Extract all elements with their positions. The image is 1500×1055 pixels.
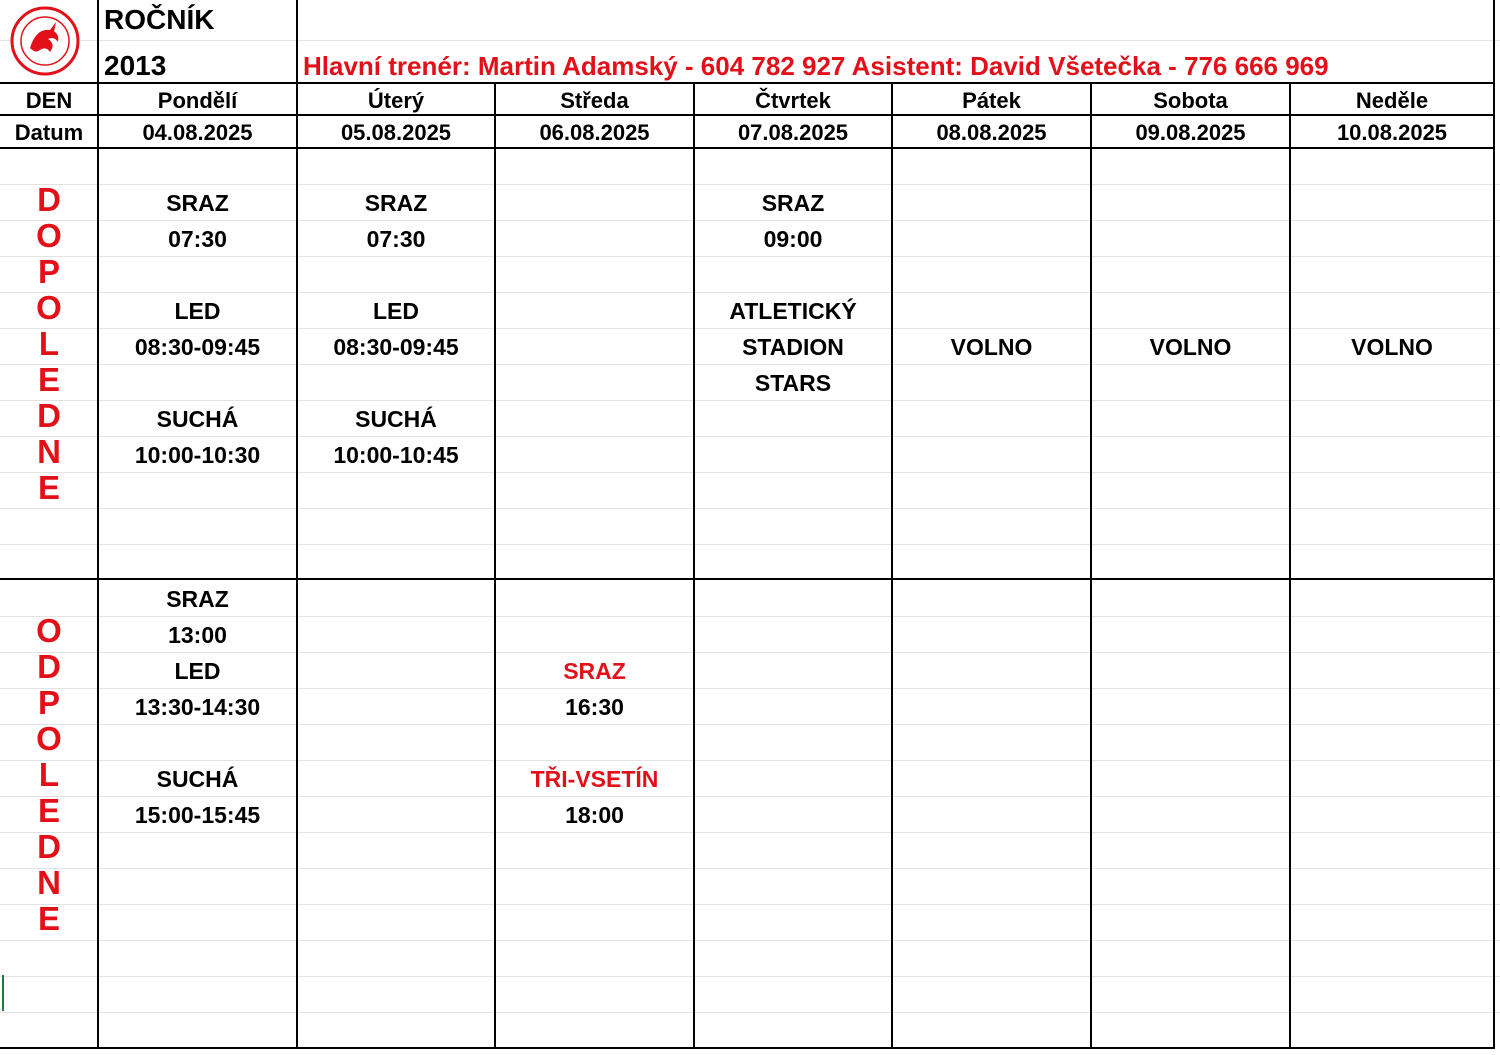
vertical-letter: D <box>37 181 61 218</box>
vertical-letter: D <box>37 828 61 865</box>
morning-sunday-cell: VOLNO <box>1351 334 1433 360</box>
entry-line: SUCHÁ <box>156 406 239 432</box>
entry-line: 10:00-10:30 <box>134 442 261 468</box>
day-date: 04.08.2025 <box>142 120 253 145</box>
gridline <box>0 40 1500 41</box>
vertical-letter: L <box>38 756 60 793</box>
vertical-letter: P <box>37 253 60 290</box>
afternoon-label <box>0 613 98 937</box>
entry-line: 07:30 <box>168 226 227 252</box>
afternoon-monday-cell <box>98 581 297 833</box>
border-col-6 <box>1090 82 1092 1049</box>
morning-saturday-cell: VOLNO <box>1149 334 1232 360</box>
cell-cursor <box>2 975 4 1011</box>
entry-line: 10:00-10:45 <box>333 442 459 468</box>
day-date: 09.08.2025 <box>1135 120 1246 145</box>
day-date: 05.08.2025 <box>340 120 452 145</box>
page-title: ROČNÍK <box>104 4 215 35</box>
vertical-letter: N <box>37 864 61 901</box>
vertical-letter: E <box>37 361 60 398</box>
vertical-letter: N <box>37 433 61 470</box>
morning-label <box>0 182 98 506</box>
entry-line: SUCHÁ <box>156 766 239 792</box>
border-bottom <box>0 1047 1494 1049</box>
border-morning-afternoon <box>0 578 1494 580</box>
vertical-letter: P <box>37 684 60 721</box>
border-title <box>296 0 298 84</box>
border-logo <box>97 0 99 84</box>
day-date: 10.08.2025 <box>1336 120 1448 145</box>
entry-line: LED <box>174 658 221 684</box>
morning-monday-cell <box>98 185 297 473</box>
entry-line: 13:00 <box>168 622 227 648</box>
border-top-table <box>0 82 1494 84</box>
entry-line: SRAZ <box>364 190 428 216</box>
entry-line <box>694 257 892 293</box>
day-name: Čtvrtek <box>755 88 831 113</box>
day-date: 08.08.2025 <box>936 120 1047 145</box>
entry-line: 18:00 <box>565 802 624 828</box>
day-date: 07.08.2025 <box>737 120 849 145</box>
day-name: Pondělí <box>157 88 238 113</box>
gridline <box>0 940 1500 941</box>
entry-line: SRAZ <box>166 190 229 216</box>
vertical-letter: O <box>36 720 62 757</box>
day-name: Úterý <box>367 88 425 113</box>
entry-line: ATLETICKÝ <box>729 298 857 324</box>
vertical-letter: E <box>37 792 60 829</box>
den-label: DEN <box>25 88 73 113</box>
gridline <box>0 904 1500 905</box>
entry-line: SRAZ <box>761 190 825 216</box>
border-col-7 <box>1289 82 1291 1049</box>
entry-line: LED <box>174 298 221 324</box>
entry-line: 13:30-14:30 <box>134 694 261 720</box>
vertical-letter: O <box>36 289 62 326</box>
entry-line: SUCHÁ <box>355 406 437 432</box>
coaches-line: Hlavní trenér: Martin Adamský - 604 782 927 Asistent: David Všetečka - 776 666 969 <box>303 51 1329 81</box>
vertical-letter: L <box>38 325 60 362</box>
entry-line <box>98 365 297 401</box>
day-name: Středa <box>560 88 629 113</box>
vertical-letter: O <box>36 217 62 254</box>
gridline <box>0 868 1500 869</box>
gridline <box>0 508 1500 509</box>
vertical-letter: E <box>37 900 60 937</box>
year-label: 2013 <box>104 50 167 81</box>
vertical-letter: E <box>37 469 60 506</box>
gridline <box>0 1012 1500 1013</box>
entry-line: SRAZ <box>166 586 229 612</box>
hockey-club-logo-icon <box>10 6 80 76</box>
afternoon-wednesday-cell <box>495 653 694 833</box>
entry-line: 08:30-09:45 <box>333 334 459 360</box>
entry-line <box>98 725 297 761</box>
entry-line <box>297 365 495 401</box>
entry-line: 15:00-15:45 <box>134 802 261 828</box>
day-date: 06.08.2025 <box>539 120 650 145</box>
morning-friday-cell: VOLNO <box>950 334 1033 360</box>
entry-line: 07:30 <box>366 226 426 252</box>
entry-line <box>98 257 297 293</box>
entry-line: 09:00 <box>763 226 823 252</box>
datum-label: Datum <box>14 120 84 145</box>
entry-line: TŘI-VSETÍN <box>530 766 659 792</box>
gridline <box>0 544 1500 545</box>
day-name: Sobota <box>1153 88 1228 113</box>
entry-line: STADION <box>742 334 844 360</box>
entry-line: STARS <box>754 370 832 396</box>
entry-line: LED <box>373 298 419 324</box>
entry-line <box>495 725 694 761</box>
border-right <box>1493 0 1495 1049</box>
day-name: Neděle <box>1355 88 1429 113</box>
morning-tuesday-cell <box>297 185 495 473</box>
entry-line <box>297 257 495 293</box>
gridline <box>0 976 1500 977</box>
morning-thursday-cell <box>694 185 892 401</box>
day-name: Pátek <box>962 88 1021 113</box>
vertical-letter: D <box>37 648 61 685</box>
entry-line: 16:30 <box>565 694 624 720</box>
entry-line: 08:30-09:45 <box>134 334 261 360</box>
vertical-letter: D <box>37 397 61 434</box>
vertical-letter: O <box>36 612 62 649</box>
entry-line: SRAZ <box>563 658 626 684</box>
